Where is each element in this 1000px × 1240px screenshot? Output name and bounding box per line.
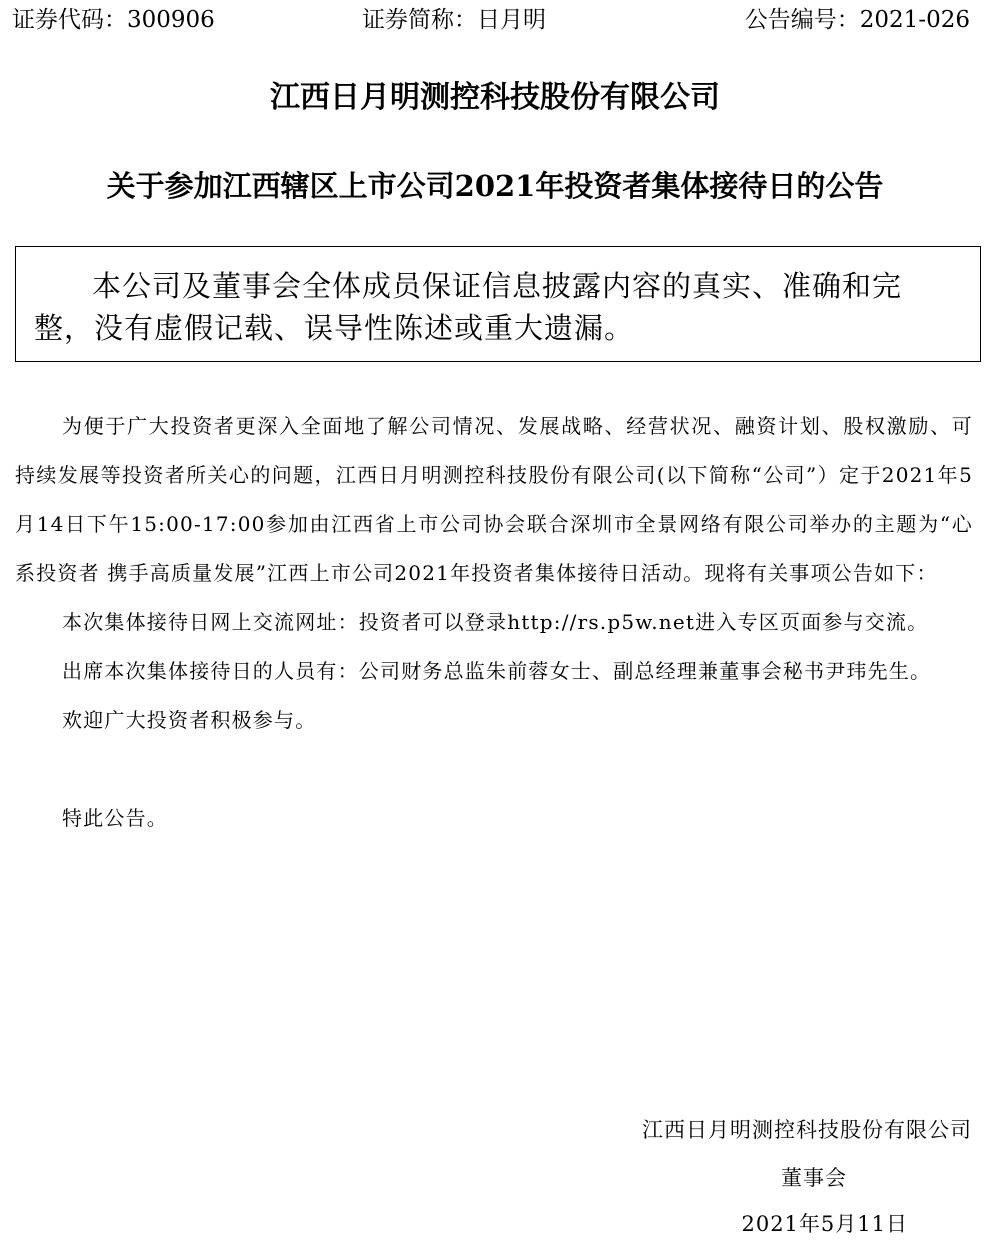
paragraph-spacer: [15, 745, 973, 794]
stock-name: 证券简称：日月明: [362, 7, 546, 33]
paragraph-intro: 为便于广大投资者更深入全面地了解公司情况、发展战略、经营状况、融资计划、股权激励、可持续发展等投资者所关心的问题，江西日月明测控科技股份有限公司(以下简称“公司”）定于2021年5月14日下午15:00-17:00参加由江西省上市公司协会联合深圳市全景网络有限公司举办的主题为“心系投资者 携手高质量发展”江西上市公司2021年投资者集体接待日活动。现将有关事项公告如下：: [15, 414, 973, 585]
disclaimer-box: [15, 246, 981, 362]
signature-date: 2021年5月11日: [741, 1212, 908, 1236]
paragraph-closing: 特此公告。: [62, 806, 168, 830]
company-title: 江西日月明测控科技股份有限公司: [270, 80, 720, 115]
announcement-number: 公告编号：2021-026: [744, 7, 970, 33]
disclaimer-text: 本公司及董事会全体成员保证信息披露内容的真实、准确和完整，没有虚假记载、误导性陈述或重大遗漏。: [34, 269, 903, 345]
paragraph-welcome: 欢迎广大投资者积极参与。: [62, 708, 317, 732]
signature-board: 董事会: [781, 1166, 847, 1190]
paragraph-attendees: 出席本次集体接待日的人员有：公司财务总监朱前蓉女士、副总经理兼董事会秘书尹玮先生。: [62, 659, 932, 683]
announcement-body: [15, 402, 973, 843]
paragraph-url: 本次集体接待日网上交流网址：投资者可以登录http://rs.p5w.net进入专区页面参与交流。: [62, 610, 929, 634]
signature-company: 江西日月明测控科技股份有限公司: [642, 1118, 972, 1142]
stock-code: 证券代码：300906: [12, 7, 215, 33]
notice-title: 关于参加江西辖区上市公司2021年投资者集体接待日的公告: [106, 169, 884, 203]
